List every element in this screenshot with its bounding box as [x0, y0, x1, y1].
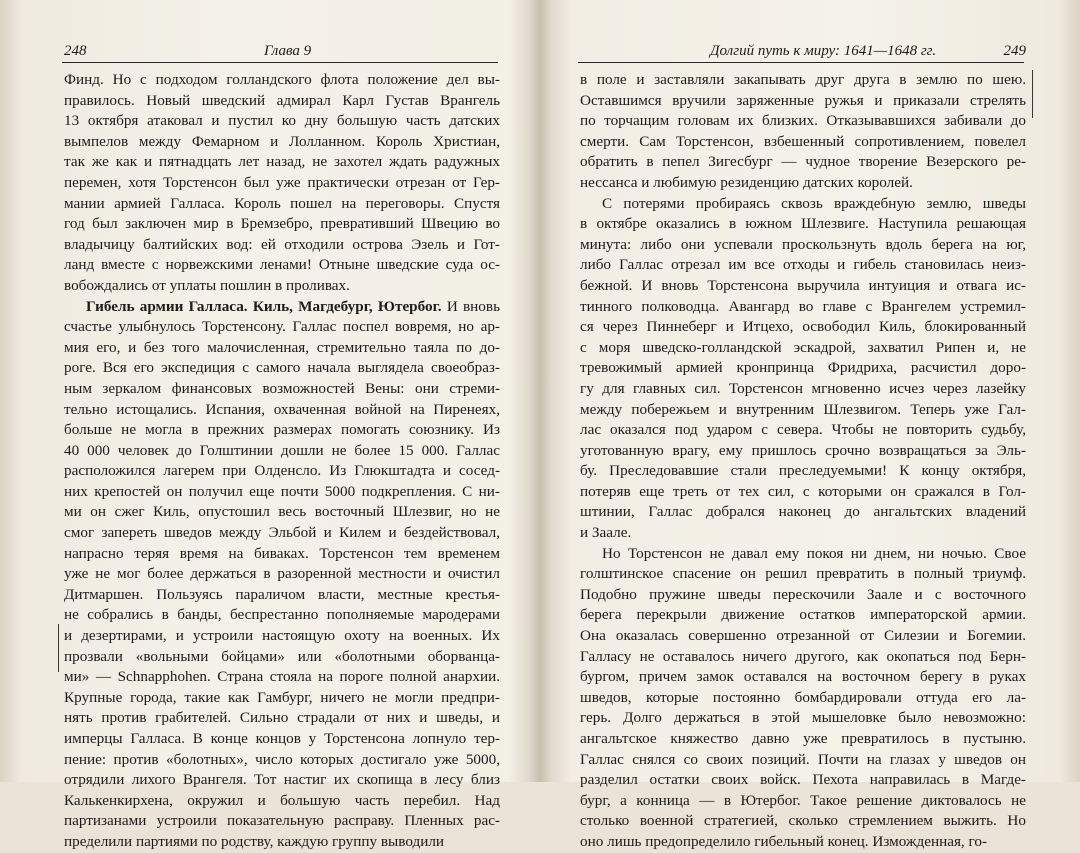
text-line: перемен, хотя Торстенсон был уже практически отрезан от Гер- [64, 173, 500, 191]
right-header-rule [578, 62, 1024, 63]
text-line: правилось. Новый шведский адмирал Карл Густав Врангель [64, 91, 500, 109]
text-line: имперцы Галласа. В конце концов у Торстенсона лопнуло тер- [64, 730, 500, 747]
text-line: тревожимый армией кронпринца Фридриха, расчистил доро- [580, 359, 1026, 377]
text-line: ся через Пиннеберг и Итцехо, освободил Киль, блокированный [580, 318, 1026, 336]
text-line: нессанса и любимую резиденцию датских королей. [580, 173, 913, 191]
right-margin-mark [1032, 70, 1033, 118]
text-line: столько военной стратегией, сколько стремлением выжить. Но [580, 812, 1026, 830]
text-line: в поле и заставляли закапывать друг друга в землю по шею. [580, 71, 1026, 88]
text-line: обратить в пепел Зигесбург — чудное творение Везерского ре- [580, 153, 1026, 171]
text-line: так же как и пятнадцать лет назад, не захотел ждать радужных [64, 153, 500, 171]
text-line: шведов, которые постоянно бомбардировали оттуда его ла- [580, 688, 1026, 706]
text-line: вобождались от уплаты пошлин в проливах. [64, 276, 350, 294]
section-heading: Гибель армии Галласа. Киль, Магдебург, Ютербог. [86, 297, 442, 315]
text-line: и Заале. [580, 524, 632, 542]
chapter-title: Глава 9 [264, 43, 312, 59]
text-line: герь. Долго держаться в этой мышеловке было невозможно: [580, 709, 1026, 727]
left-margin-mark [58, 624, 59, 672]
text-line: не собрались в банды, беспрестанно пополняемые мародерами [64, 606, 500, 624]
text-line: ланд вместе с норвежскими ленами! Отныне шведские суда ос- [64, 256, 500, 274]
text-line: партизанами устроили показательную расправу. Пленных рас- [64, 812, 500, 830]
text-line: Крупные города, такие как Гамбург, ничего не могли предпри- [64, 688, 500, 706]
text-line: тинного полководца. Авангард во главе с Врангелем устремил- [580, 297, 1026, 315]
text-line: оно лишь предопределило гибельный конец. Изможденная, го- [580, 832, 988, 850]
text-line: по торчащим головам их близких. Отказывавшихся забивали до [580, 112, 1026, 130]
text-line: Дитмаршен. Пользуясь параличом власти, местные крестья- [64, 585, 500, 603]
text-line: счастье улыбнулось Торстенсону. Галлас поспел вовремя, но ар- [64, 318, 500, 336]
right-page [540, 0, 1080, 850]
text-line: берега перекрыли движение остатков императорской армии. [580, 606, 1026, 624]
text-line: С потерями пробираясь сквозь враждебную землю, шведы [602, 194, 1026, 212]
text-line: пределили партиями по родству, каждую группу выводили [64, 832, 445, 850]
left-header-rule [62, 62, 498, 63]
text-line: мании армией Галласа. Король пошел на переговоры. Спустя [64, 194, 500, 212]
text-line: ангальтское княжество давно уже превратилось в пустыню. [580, 730, 1026, 747]
text-line: потеряв еще треть от тех сил, с которыми он сражался в Гол- [580, 482, 1026, 500]
text-line: владычицу балтийских вод: ей отходили острова Эзель и Гот- [64, 235, 500, 253]
text-line: штинии, Галлас добрался наконец до ангальтских владений [580, 503, 1026, 521]
text-line: бург, а конница — в Ютербог. Такое решение диктовалось не [580, 791, 1026, 809]
text-line: тельно истощались. Испания, охваченная войной на Пиренеях, [64, 400, 500, 418]
text-line: уготованную врагу, ему пришлось срочно возвращаться за Эль- [580, 441, 1026, 459]
right-running-head [578, 40, 1026, 62]
text-line: гу для главных сил. Торстенсон мгновенно исчез через лазейку [580, 379, 1026, 397]
left-page [0, 0, 540, 850]
left-running-head [64, 40, 504, 62]
text-line: бежной. И вновь Торстенсона выручила интуиция и отвага ис- [580, 276, 1026, 294]
text-line: Оставшимся вручили заряженные ружья и приказали стрелять [580, 91, 1026, 109]
text-line: смерти. Сам Торстенсон, взбешенный сопротивлением, повелел [580, 132, 1026, 150]
text-line: бу. Преследовавшие стали преследуемыми! К концу октября, [580, 462, 1026, 480]
text-line: 13 октября атаковал и пустил ко дну большую часть датских [64, 112, 500, 130]
text-line: год был заключен мир в Бремзебро, превративший Швецию во [64, 215, 500, 233]
text-line: Галласу не оставалось ничего другого, как окопаться под Берн- [580, 647, 1026, 665]
heading-continuation: И вновь [441, 297, 500, 315]
text-line: нять против грабителей. Сильно страдали от них и шведы, и [64, 709, 500, 727]
text-line: смог запереть шведов между Эльбой и Килем и бездействовал, [64, 524, 500, 542]
text-line: мия его, и без того малочисленная, стремительно таяла по до- [64, 338, 500, 356]
text-line: либо Галлас отрезал им все отходы и гибель становилась неиз- [580, 256, 1026, 274]
left-body-text [64, 70, 500, 853]
text-line: роге. Вся его экспедиция с самого начала выглядела своеобраз- [64, 359, 500, 377]
text-line: Но Торстенсон не давал ему покоя ни днем, ни ночью. Свое [602, 544, 1026, 562]
text-line: минута: либо они успевали проскользнуть вдоль берега на юг, [580, 235, 1026, 253]
text-line: ми» — Schnapphohen. Страна стояла на пороге полной анархии. [64, 668, 500, 686]
text-line: 40 000 человек до Голштинии дошли не более 15 000. Галлас [64, 441, 500, 459]
text-line: отрядили лихого Врангеля. Тот настиг их скопища в лесу близ [64, 771, 500, 789]
text-line: вымпелов между Фемарном и Лолланном. Король Христиан, [64, 132, 500, 150]
text-line: Она оказалась совершенно отрезанной от Силезии и Богемии. [580, 627, 1026, 645]
text-line: разделил остатки своих войск. Пехота направилась в Магде- [580, 771, 1026, 789]
right-body-text [580, 70, 1026, 853]
text-line: бургом, причем замок оставался на восточном берегу в руках [580, 668, 1026, 686]
text-line: уже не мог более держаться в разоренной местности и очистил [64, 565, 500, 583]
text-line: в октябре оказались в южном Шлезвиге. Наступила решающая [580, 215, 1026, 233]
text-line: них крепостей он получил еще почти 5000 подкрепления. С ни- [64, 482, 500, 500]
text-line: больше не могла в прежних размерах помогать союзнику. Из [64, 421, 500, 439]
text-line: с моря шведско-голландской эскадрой, захватил Рипен и, не [580, 338, 1026, 356]
text-line: пение: против «болотных», число которых достигало уже 5000, [64, 750, 500, 768]
text-line: Калькенкирхена, окружил и большую часть перебил. Над [64, 791, 500, 809]
text-line: Галлас снялся со своих позиций. Почти на глазах у шведов он [580, 750, 1026, 768]
text-line: лас оказался под ударом с севера. Чтобы не повторить судьбу, [580, 421, 1026, 439]
left-page-number: 248 [64, 43, 87, 59]
text-line: прозвали «вольными бойцами» или «болотными оборванца- [64, 647, 500, 665]
text-line: голштинское спасение он решил превратить в полный триумф. [580, 565, 1026, 583]
text-line: ми он сжег Киль, опустошил весь восточный Шлезвиг, но не [64, 503, 500, 521]
text-line: и дезертирами, и устроили настоящую охоту на военных. Их [64, 627, 500, 645]
text-line: расположился лагерем при Олденсло. Из Глюкштадта и сосед- [64, 462, 500, 480]
text-line: Финд. Но с подходом голландского флота положение дел вы- [64, 71, 500, 88]
text-line: напрасно теряя время на биваках. Торстенсон тем временем [64, 544, 500, 562]
text-line: ным зеркалом финансовых возможностей Вены: они стреми- [64, 379, 500, 397]
text-line: Подобно пружине шведы перескочили Заале и с восточного [580, 585, 1026, 603]
text-line [64, 297, 500, 318]
section-title: Долгий путь к миру: 1641—1648 гг. [710, 43, 937, 59]
right-page-number: 249 [1003, 43, 1026, 59]
text-line: между побережьем и внутренним Шлезвигом. Теперь уже Гал- [580, 400, 1026, 418]
